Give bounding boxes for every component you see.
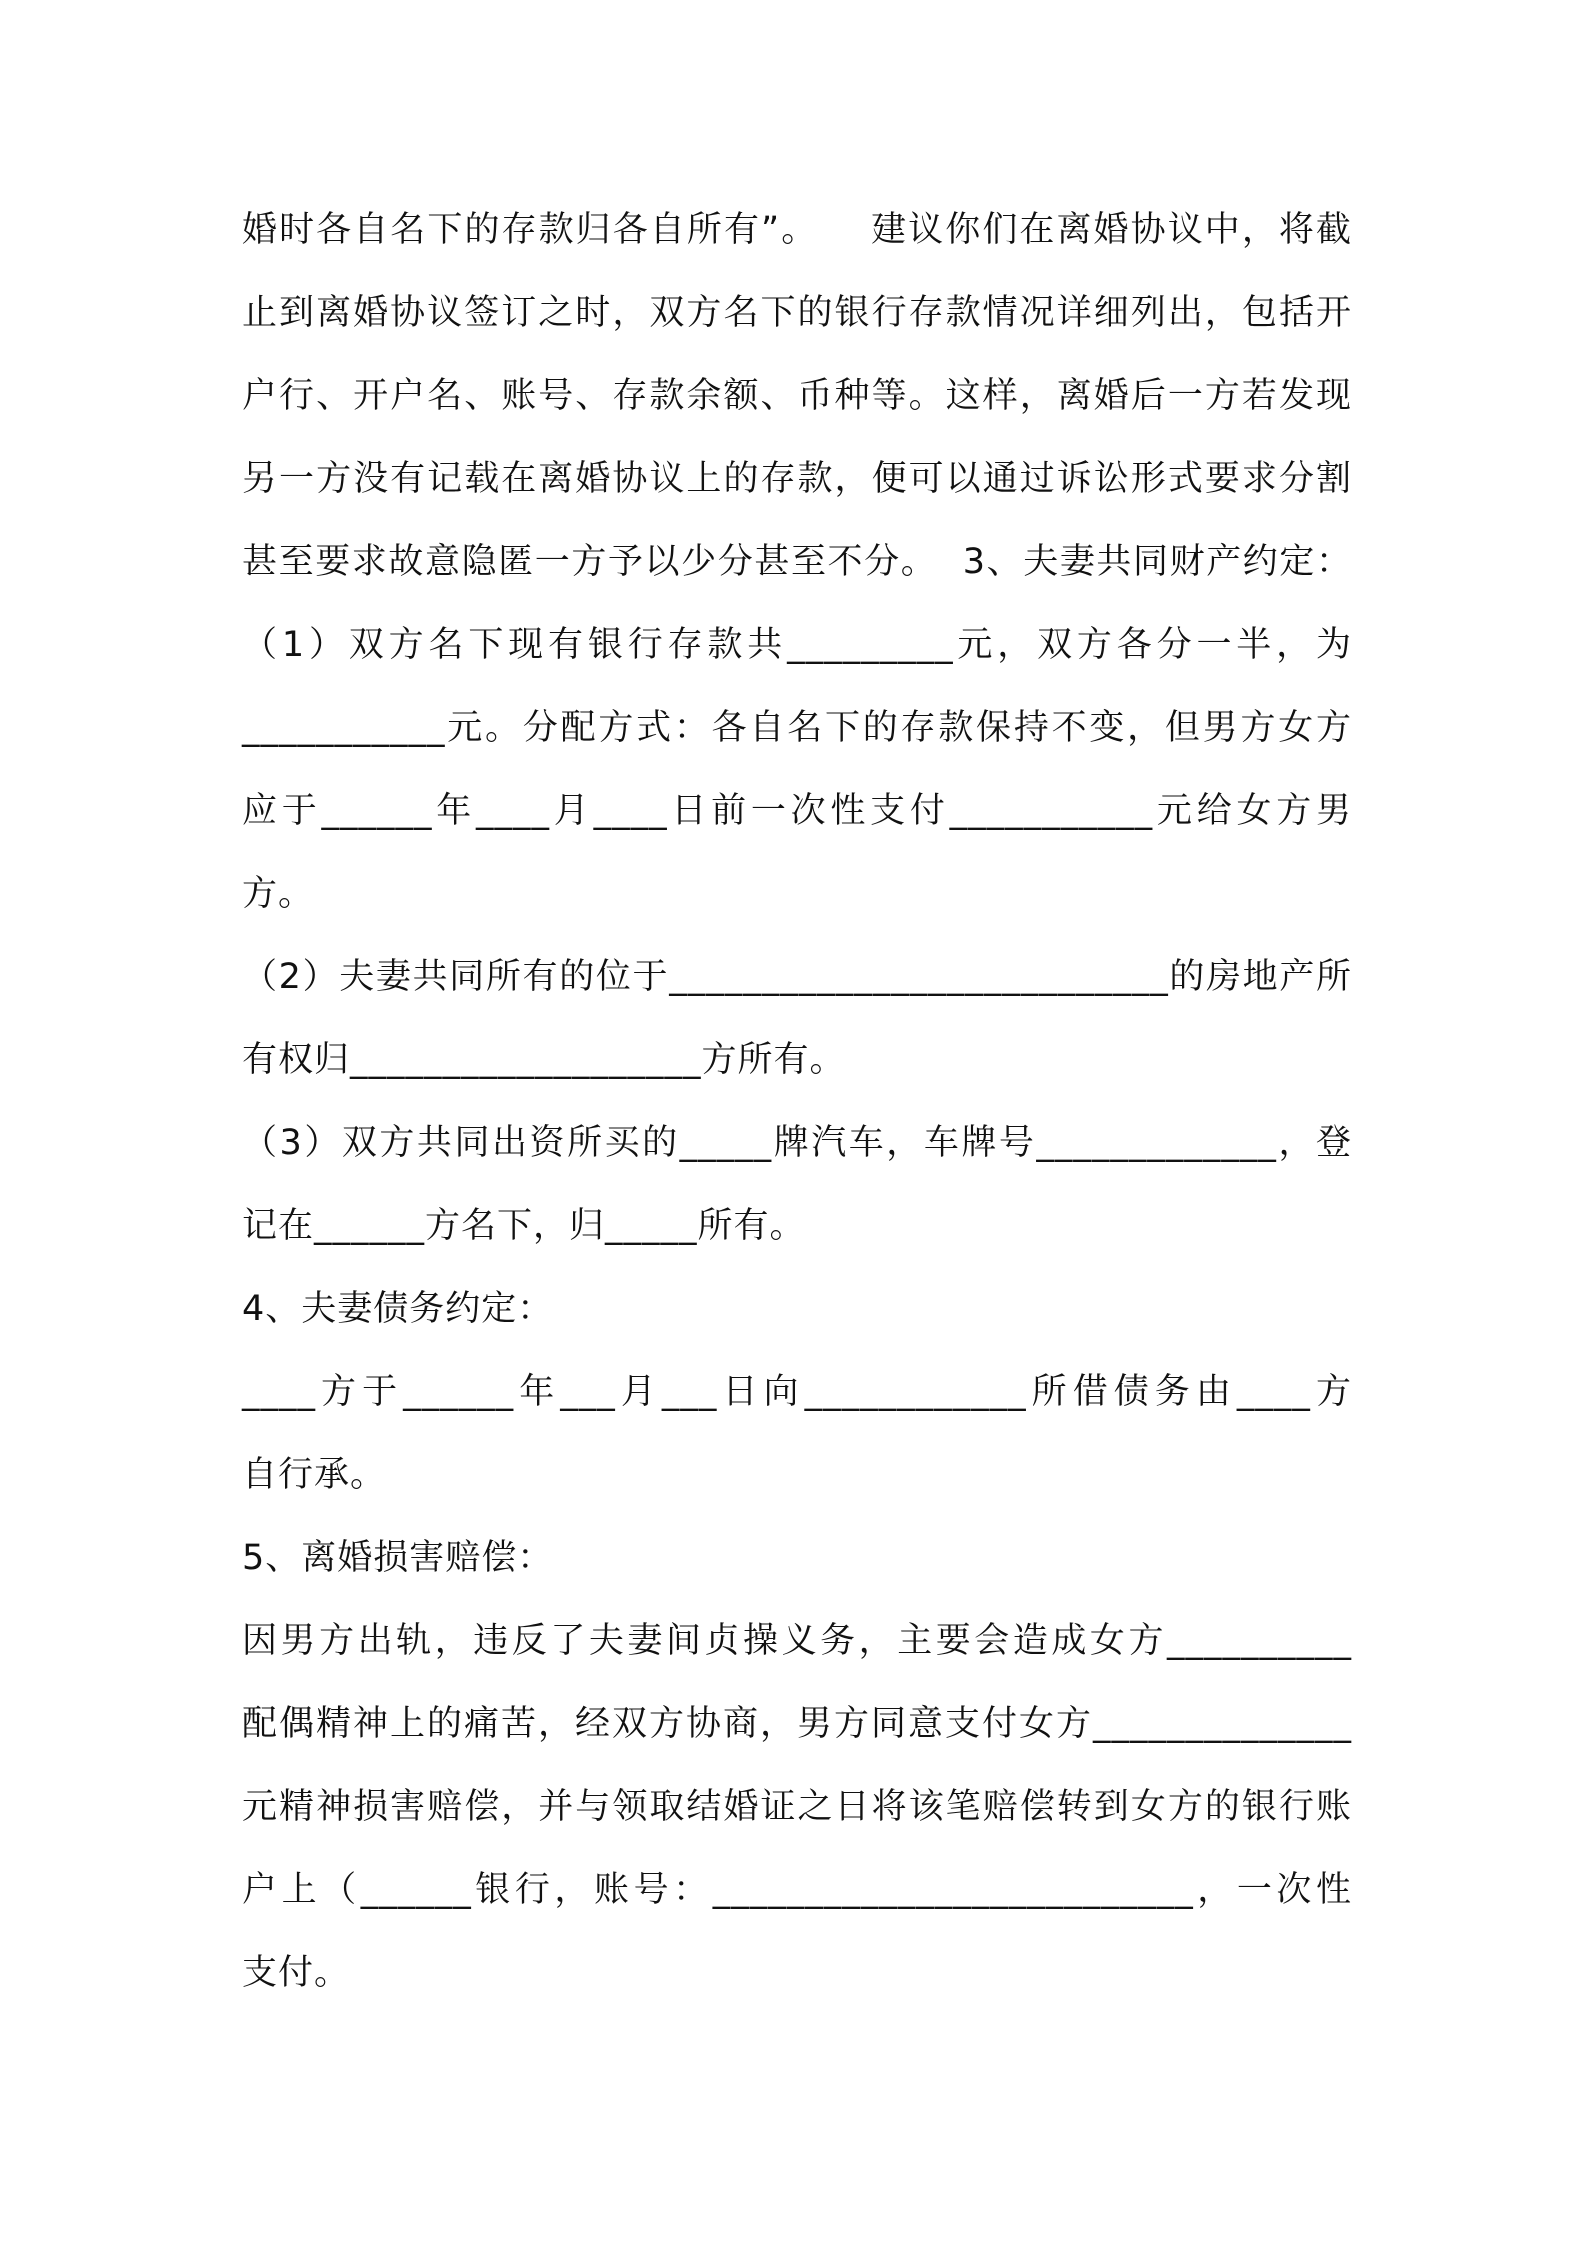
text-line-21: 户上（______银行，账号：__________________________，一次性 — [242, 1870, 1352, 1910]
text-line-7: ___________元。分配方式：各自名下的存款保持不变，但男方女方 — [242, 708, 1352, 748]
text-line-12: （3）双方共同出资所买的_____牌汽车，车牌号_____________，登 — [242, 1123, 1352, 1163]
text-line-15: ____方于______年___月___日向____________所借债务由____方 — [242, 1372, 1352, 1412]
text-line-6: （1）双方名下现有银行存款共_________元，双方各分一半，为 — [242, 625, 1352, 665]
text-line-2: 止到离婚协议签订之时，双方名下的银行存款情况详细列出，包括开 — [242, 293, 1352, 333]
text-line-5: 甚至要求故意隐匿一方予以少分甚至不分。 3、夫妻共同财产约定： — [242, 542, 1352, 582]
text-line-8: 应于______年____月____日前一次性支付___________元给女方男 — [242, 791, 1352, 831]
text-line-22: 支付。 — [242, 1953, 351, 1993]
text-line-1: 婚时各自名下的存款归各自所有”。 建议你们在离婚协议中，将截 — [242, 210, 1352, 250]
text-line-4: 另一方没有记载在离婚协议上的存款，便可以通过诉讼形式要求分割 — [242, 459, 1352, 499]
text-line-10: （2）夫妻共同所有的位于___________________________的房地产所 — [242, 957, 1352, 997]
text-line-3: 户行、开户名、账号、存款余额、币种等。这样，离婚后一方若发现 — [242, 376, 1352, 416]
text-line-9: 方。 — [242, 874, 315, 914]
text-line-20: 元精神损害赔偿，并与领取结婚证之日将该笔赔偿转到女方的银行账 — [242, 1787, 1352, 1827]
text-line-16: 自行承。 — [242, 1455, 387, 1495]
text-line-11: 有权归___________________方所有。 — [242, 1040, 846, 1080]
text-line-18: 因男方出轨，违反了夫妻间贞操义务，主要会造成女方__________ — [242, 1621, 1352, 1661]
text-line-14: 4、夫妻债务约定： — [242, 1289, 554, 1329]
text-line-17: 5、离婚损害赔偿： — [242, 1538, 554, 1578]
text-line-19: 配偶精神上的痛苦，经双方协商，男方同意支付女方______________ — [242, 1704, 1352, 1744]
text-line-13: 记在______方名下，归_____所有。 — [242, 1206, 806, 1246]
